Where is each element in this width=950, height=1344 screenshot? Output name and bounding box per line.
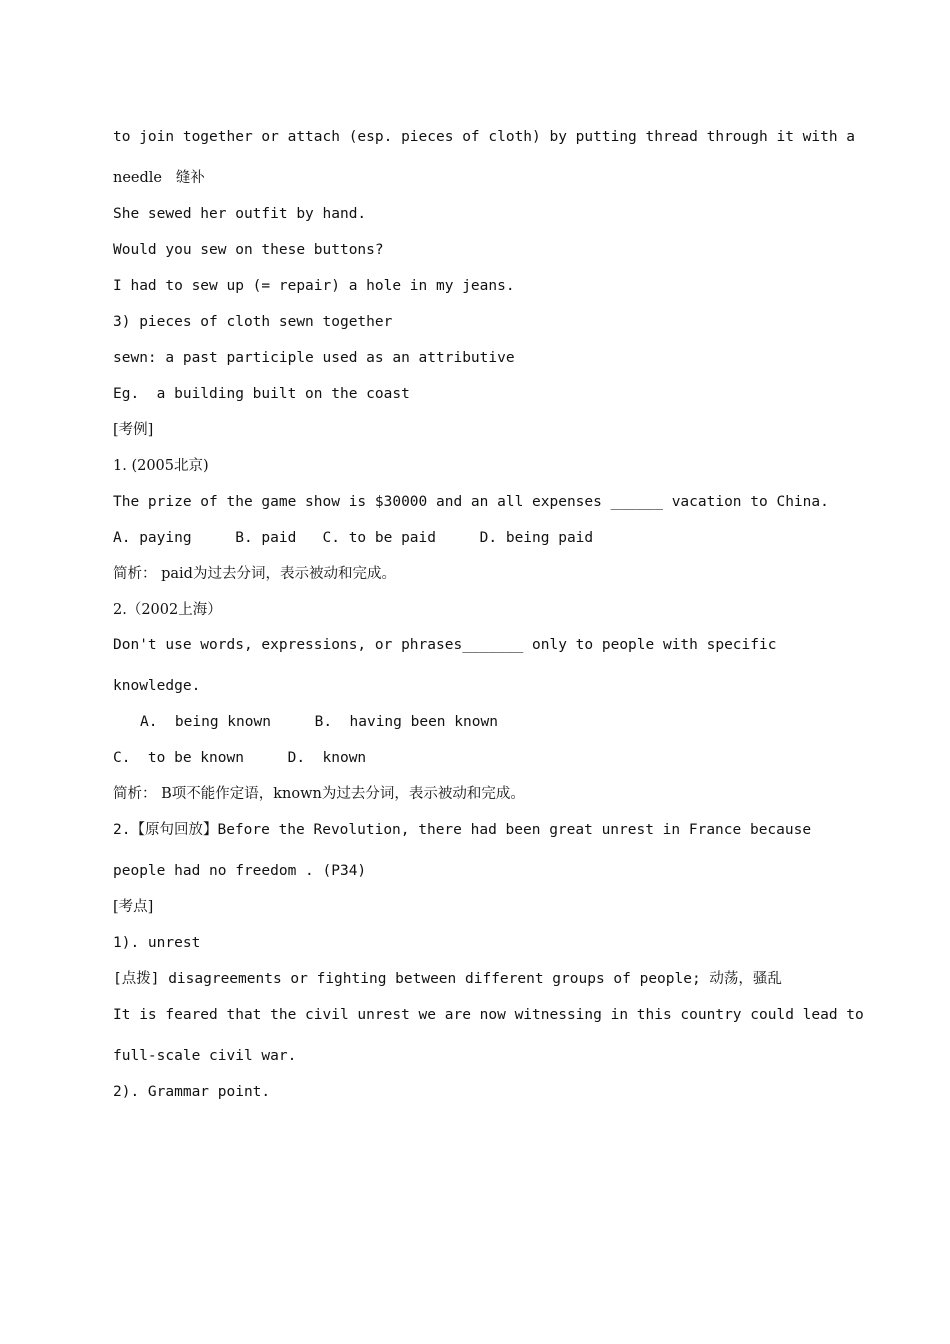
section-label-exam-examples: [考例] [113, 422, 154, 438]
key-point-heading: 1). unrest [113, 935, 201, 951]
example-sentence: I had to sew up (= repair) a hole in my jeans. [113, 278, 515, 294]
key-point-heading: 2). Grammar point. [113, 1084, 271, 1100]
section-label-key-points: [考点] [113, 899, 154, 915]
question-text: The prize of the game show is $30000 and an all expenses ______ vacation to China. [113, 494, 829, 510]
example-sentence: It is feared that the civil unrest we are now witnessing in this country could lead to [113, 1007, 864, 1023]
sub-point-heading: 3) pieces of cloth sewn together [113, 314, 393, 330]
answer-options: C. to be known D. known [113, 750, 367, 766]
example-sentence: Eg. a building built on the coast [113, 386, 410, 402]
answer-options: A. paying B. paid C. to be paid D. being paid [113, 530, 594, 546]
example-sentence-continued: full-scale civil war. [113, 1048, 297, 1064]
definition-line-continued: needle 缝补 [113, 170, 205, 186]
question-heading: 1. (2005北京) [113, 458, 209, 474]
question-text: Don't use words, expressions, or phrases_______ only to people with specific [113, 637, 777, 653]
definition-line: to join together or attach (esp. pieces of cloth) by putting thread through it with a [113, 129, 856, 145]
answer-options: A. being known B. having been known [140, 714, 498, 730]
example-sentence: She sewed her outfit by hand. [113, 206, 367, 222]
original-sentence-review: 2.【原句回放】Before the Revolution, there had been great unrest in France because [113, 822, 812, 838]
analysis-note: 简析： paid为过去分词，表示被动和完成。 [113, 566, 396, 582]
question-text-continued: knowledge. [113, 678, 201, 694]
analysis-note: 简析： B项不能作定语，known为过去分词，表示被动和完成。 [113, 786, 525, 802]
key-point-explanation: [点拨] disagreements or fighting between different groups of people; 动荡，骚乱 [113, 971, 782, 987]
example-sentence: Would you sew on these buttons? [113, 242, 384, 258]
question-heading: 2.（2002上海） [113, 602, 222, 618]
grammar-note: sewn: a past participle used as an attributive [113, 350, 515, 366]
original-sentence-review-continued: people had no freedom . (P34) [113, 863, 367, 879]
